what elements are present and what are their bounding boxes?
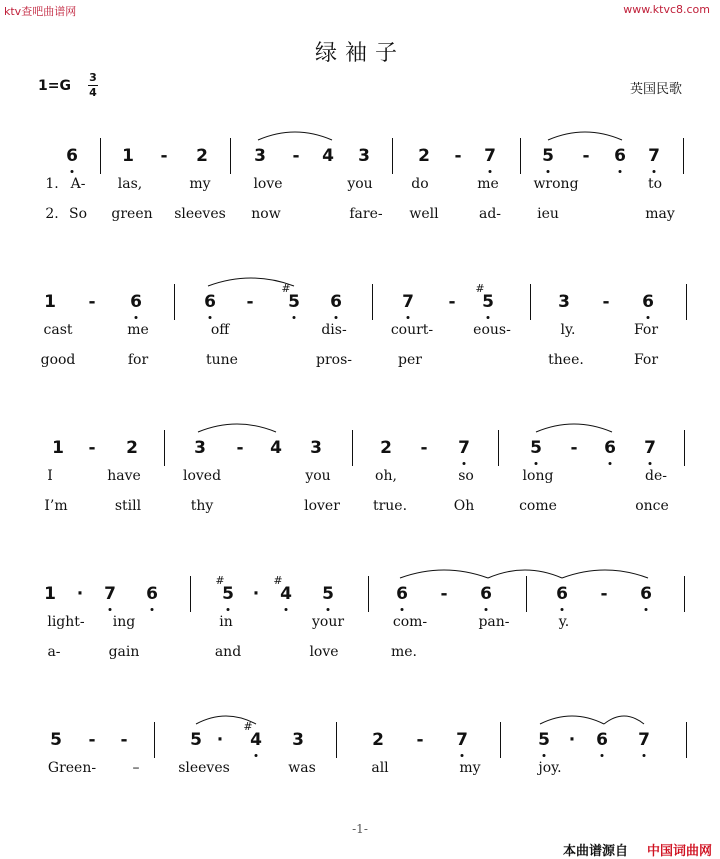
slur <box>198 424 276 432</box>
note: - <box>440 584 448 604</box>
note: 3 <box>358 146 370 166</box>
note: - <box>88 438 96 458</box>
lyric-word: court- <box>390 322 434 338</box>
lower-octave-dot <box>335 316 338 319</box>
lyric-word: me <box>477 176 499 192</box>
lyric-word: oh, <box>375 468 397 484</box>
lower-octave-dot <box>135 316 138 319</box>
lyric-word: dis- <box>321 322 347 338</box>
note: 6 <box>642 292 654 312</box>
note: - <box>420 438 428 458</box>
lower-octave-dot <box>71 170 74 173</box>
lower-octave-dot <box>547 170 550 173</box>
lyric-word: in <box>219 614 233 630</box>
note: - <box>160 146 168 166</box>
lyric-word: gain <box>108 644 140 660</box>
note: · <box>216 730 224 750</box>
lower-octave-dot <box>543 754 546 757</box>
lyric-word: – <box>132 760 140 776</box>
note: - <box>88 730 96 750</box>
note: · <box>568 730 576 750</box>
lyric-word: love <box>309 644 339 660</box>
lyric-word: ad- <box>478 206 502 222</box>
note: 5 <box>322 584 334 604</box>
note: 5 <box>530 438 542 458</box>
lyric-word: your <box>311 614 345 630</box>
note: 1 <box>122 146 134 166</box>
lower-octave-dot <box>407 316 410 319</box>
bar-line <box>164 430 165 466</box>
lyric-word: for <box>127 352 149 368</box>
note: 2 <box>196 146 208 166</box>
bar-line <box>500 722 501 758</box>
note: 3 <box>310 438 322 458</box>
watermark-left: ktv查吧曲谱网 <box>4 5 77 18</box>
note: 5 <box>50 730 62 750</box>
lyric-word: For <box>633 322 659 338</box>
bar-line <box>530 284 531 320</box>
lower-octave-dot <box>487 316 490 319</box>
note: 7 <box>648 146 660 166</box>
note: 6 <box>614 146 626 166</box>
note: 6 <box>396 584 408 604</box>
lower-octave-dot <box>327 608 330 611</box>
bar-line <box>526 576 527 612</box>
lyric-word: eous- <box>473 322 511 338</box>
lower-octave-dot <box>609 462 612 465</box>
lyric-word: I <box>47 468 53 484</box>
song-origin: 英国民歌 <box>629 82 682 97</box>
lyric-word: cast <box>43 322 73 338</box>
lyric-word: good <box>40 352 76 368</box>
note: 6 <box>204 292 216 312</box>
lyric-word: thee. <box>548 352 584 368</box>
note: 6 <box>146 584 158 604</box>
lyric-word: com- <box>392 614 428 630</box>
watermark-right: www.ktvc8.com <box>623 3 710 16</box>
lyric-word: so <box>458 468 474 484</box>
note: 5 <box>482 292 494 312</box>
note: 3 <box>194 438 206 458</box>
lyric-word: well <box>409 206 439 222</box>
lyric-word: love <box>253 176 283 192</box>
note: 6 <box>640 584 652 604</box>
note: 7 <box>402 292 414 312</box>
lyric-word: my <box>189 176 211 192</box>
slur <box>540 716 604 724</box>
slur <box>400 570 488 578</box>
lyric-word: lover <box>304 498 340 514</box>
lower-octave-dot <box>645 608 648 611</box>
note: 6 <box>330 292 342 312</box>
lower-octave-dot <box>643 754 646 757</box>
lower-octave-dot <box>489 170 492 173</box>
note: 6 <box>556 584 568 604</box>
bar-line <box>683 138 684 174</box>
note: 6 <box>66 146 78 166</box>
lyric-word: sleeves <box>178 760 230 776</box>
note: · <box>252 584 260 604</box>
note: 4 <box>280 584 292 604</box>
lyric-word: joy. <box>538 760 562 776</box>
lower-octave-dot <box>461 754 464 757</box>
slur <box>562 570 648 578</box>
note: 4 <box>270 438 282 458</box>
note: · <box>76 584 84 604</box>
lyric-word: you <box>347 176 373 192</box>
key-signature: 1=G <box>38 78 71 94</box>
note: 3 <box>254 146 266 166</box>
lyric-word: light- <box>47 614 85 630</box>
lyric-word: do <box>411 176 429 192</box>
sharp-sign: # <box>281 282 291 295</box>
bar-line <box>520 138 521 174</box>
note: 5 <box>542 146 554 166</box>
note: 6 <box>130 292 142 312</box>
note: 6 <box>596 730 608 750</box>
lyric-word: was <box>288 760 316 776</box>
bar-line <box>352 430 353 466</box>
bar-line <box>154 722 155 758</box>
time-signature-top: 3 <box>89 71 97 84</box>
lyric-word: me <box>127 322 149 338</box>
lower-octave-dot <box>653 170 656 173</box>
slur <box>604 716 644 724</box>
lyric-word: fare- <box>349 206 383 222</box>
lower-octave-dot <box>109 608 112 611</box>
lyric-word: loved <box>182 468 222 484</box>
lower-octave-dot <box>619 170 622 173</box>
lyric-word: thy <box>190 498 214 514</box>
note: 2 <box>380 438 392 458</box>
note: 1 <box>44 292 56 312</box>
note: 5 <box>288 292 300 312</box>
slur <box>258 132 332 140</box>
note: 3 <box>292 730 304 750</box>
lower-octave-dot <box>227 608 230 611</box>
lyric-word: now <box>251 206 281 222</box>
bar-line <box>392 138 393 174</box>
note: 2 <box>372 730 384 750</box>
note: 6 <box>480 584 492 604</box>
lyric-word: ly. <box>560 322 576 338</box>
lyric-word: long <box>522 468 554 484</box>
note: - <box>236 438 244 458</box>
note: 1 <box>44 584 56 604</box>
lyric-word: tune <box>206 352 238 368</box>
sharp-sign: # <box>243 720 253 733</box>
lyric-word: 1. <box>45 176 59 192</box>
note: - <box>416 730 424 750</box>
note: 2 <box>126 438 138 458</box>
note: 5 <box>190 730 202 750</box>
lower-octave-dot <box>649 462 652 465</box>
time-signature-bottom: 4 <box>89 86 97 99</box>
bar-line <box>686 284 687 320</box>
lyric-word: green <box>111 206 153 222</box>
lyric-word: So <box>68 206 88 222</box>
lyric-word: and <box>214 644 242 660</box>
bar-line <box>368 576 369 612</box>
note: 7 <box>104 584 116 604</box>
lower-octave-dot <box>293 316 296 319</box>
lower-octave-dot <box>647 316 650 319</box>
lyric-word: me. <box>390 644 418 660</box>
song-title: 绿袖子 <box>314 41 405 66</box>
note: - <box>246 292 254 312</box>
lyric-word: Oh <box>453 498 475 514</box>
note: - <box>88 292 96 312</box>
bar-line <box>190 576 191 612</box>
lower-octave-dot <box>485 608 488 611</box>
bar-line <box>100 138 101 174</box>
bar-line <box>684 576 685 612</box>
lyric-word: I’m <box>44 498 68 514</box>
note: 7 <box>458 438 470 458</box>
note: - <box>602 292 610 312</box>
lyric-word: to <box>647 176 663 192</box>
lyric-word: true. <box>372 498 408 514</box>
lower-octave-dot <box>285 608 288 611</box>
lower-octave-dot <box>601 754 604 757</box>
note: - <box>448 292 456 312</box>
sharp-sign: # <box>273 574 283 587</box>
lyric-word: per <box>398 352 422 368</box>
footer-site: 中国词曲网 <box>646 844 712 859</box>
lower-octave-dot <box>151 608 154 611</box>
lyric-word: have <box>107 468 141 484</box>
page-number: -1- <box>352 822 368 836</box>
footer-label: 本曲谱源自 <box>562 844 628 859</box>
lyric-word: you <box>305 468 331 484</box>
lyric-word: off <box>210 322 230 338</box>
lyric-word: ieu <box>537 206 559 222</box>
lower-octave-dot <box>255 754 258 757</box>
sharp-sign: # <box>475 282 485 295</box>
note: - <box>120 730 128 750</box>
note: 7 <box>638 730 650 750</box>
time-signature <box>88 72 98 99</box>
sharp-sign: # <box>215 574 225 587</box>
note: 6 <box>604 438 616 458</box>
lyric-word: pros- <box>316 352 352 368</box>
lyric-word: For <box>633 352 659 368</box>
note: 7 <box>644 438 656 458</box>
note: - <box>600 584 608 604</box>
bar-line <box>684 430 685 466</box>
note: 7 <box>456 730 468 750</box>
note: 3 <box>558 292 570 312</box>
lyric-word: Green- <box>47 760 97 776</box>
note: 4 <box>250 730 262 750</box>
lyric-word: de- <box>645 468 667 484</box>
lower-octave-dot <box>463 462 466 465</box>
lyric-word: wrong <box>533 176 579 192</box>
note: 4 <box>322 146 334 166</box>
note: - <box>582 146 590 166</box>
lyric-word: ing <box>112 614 136 630</box>
lyric-word: come <box>519 498 557 514</box>
note: - <box>570 438 578 458</box>
lyric-word: still <box>114 498 142 514</box>
slur <box>548 132 622 140</box>
bar-line <box>230 138 231 174</box>
note: 5 <box>222 584 234 604</box>
lyric-word: may <box>645 206 675 222</box>
bar-line <box>336 722 337 758</box>
lyric-word: sleeves <box>174 206 226 222</box>
note: 2 <box>418 146 430 166</box>
lyric-word: pan- <box>478 614 510 630</box>
bar-line <box>174 284 175 320</box>
lyric-word: 2. <box>45 206 59 222</box>
lyric-word: once <box>635 498 669 514</box>
bar-line <box>498 430 499 466</box>
slur <box>488 570 562 578</box>
bar-line <box>686 722 687 758</box>
lyric-word: a- <box>47 644 61 660</box>
lyric-word: all <box>371 760 389 776</box>
note: 7 <box>484 146 496 166</box>
lower-octave-dot <box>401 608 404 611</box>
note: 1 <box>52 438 64 458</box>
note: 5 <box>538 730 550 750</box>
lyric-word: my <box>459 760 481 776</box>
lower-octave-dot <box>561 608 564 611</box>
lyric-word: las, <box>117 176 143 192</box>
slur <box>536 424 612 432</box>
lower-octave-dot <box>209 316 212 319</box>
note: - <box>292 146 300 166</box>
lyric-word: A- <box>70 176 86 192</box>
note: - <box>454 146 462 166</box>
bar-line <box>372 284 373 320</box>
lower-octave-dot <box>535 462 538 465</box>
lyric-word: y. <box>558 614 570 630</box>
